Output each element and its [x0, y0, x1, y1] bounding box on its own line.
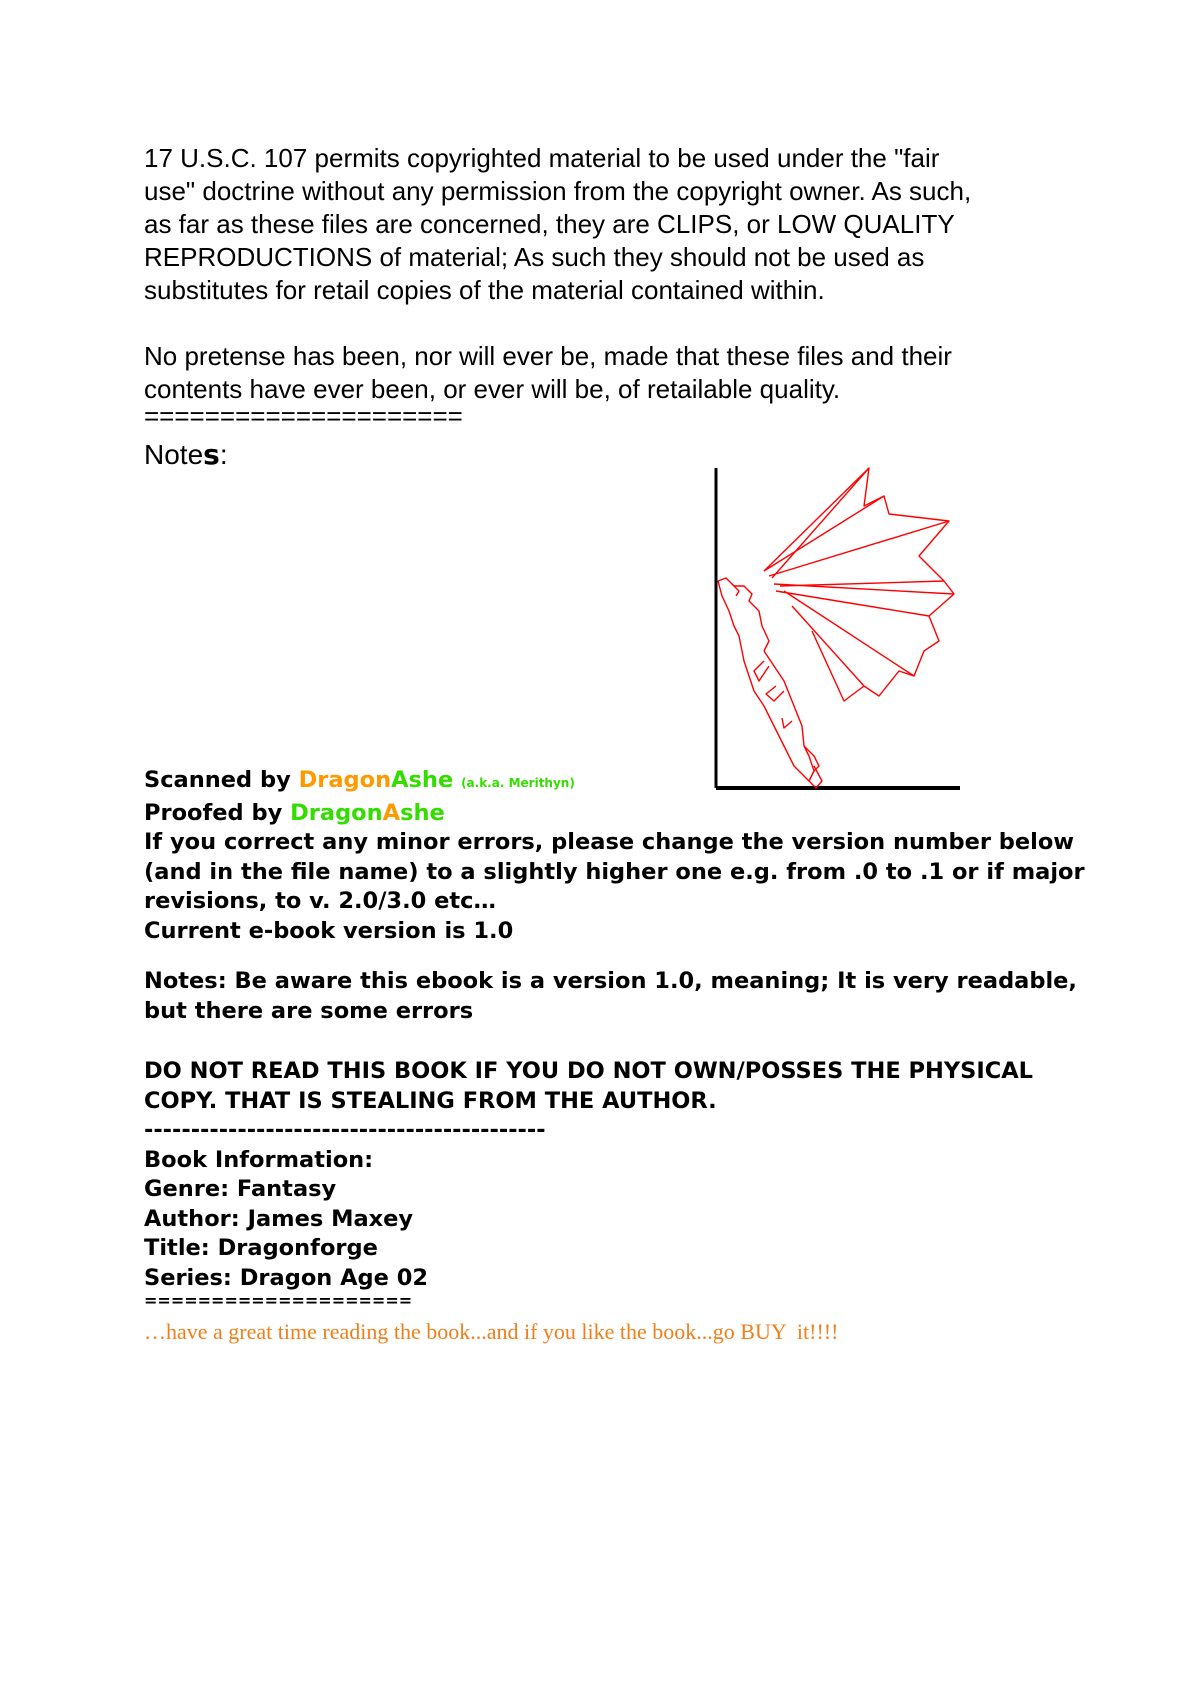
scanned-by-line [144, 766, 1074, 799]
book-info-heading: Book Information: [144, 1146, 374, 1173]
version-notes [144, 967, 1077, 1026]
text-line: contents have ever been, or ever will be, of retailable quality. [144, 374, 841, 404]
book-title: Title: Dragonforge [144, 1235, 378, 1261]
dragon-illustration [714, 466, 964, 796]
text-line: use" doctrine without any permission from the copyright owner. As such, [144, 176, 972, 206]
proofed-label: Proofed by [144, 799, 291, 826]
book-info-block [144, 1116, 1074, 1309]
text-line: as far as these files are concerned, they are CLIPS, or LOW QUALITY [144, 209, 955, 239]
scanned-label: Scanned by [144, 767, 299, 793]
text-line: Notes: Be aware this ebook is a version 1.0, meaning; It is very readable, [144, 968, 1077, 994]
proofer-name-part2: A [382, 799, 401, 826]
dragon-icon [718, 468, 954, 788]
notes-heading-bold: s [203, 438, 220, 471]
text-line: DO NOT READ THIS BOOK IF YOU DO NOT OWN/POSSES THE PHYSICAL [144, 1058, 1033, 1084]
equals-rule: ===================== [144, 401, 463, 431]
text-line: but there are some errors [144, 997, 474, 1024]
proofer-name-part1: Dragon [290, 799, 383, 826]
warning-block [144, 1057, 1074, 1116]
text-line: If you correct any minor errors, please change the version number below [144, 829, 1075, 855]
fair-use-paragraph [144, 142, 1064, 307]
book-series: Series: Dragon Age 02 [144, 1264, 429, 1291]
notes-heading-colon: : [219, 439, 228, 470]
credits-block [144, 766, 1085, 946]
proofed-by-line [144, 799, 1074, 829]
text-line: 17 U.S.C. 107 permits copyrighted material to be used under the "fair [144, 143, 940, 173]
notes-heading [144, 438, 228, 472]
book-author: Author: James Maxey [144, 1205, 414, 1232]
proofer-name-part3: she [400, 799, 445, 826]
text-line: REPRODUCTIONS of material; As such they should not be used as [144, 242, 925, 272]
text-line: substitutes for retail copies of the material contained within. [144, 275, 825, 305]
closing-message: …have a great time reading the book...and if you like the book...go BUY it!!!! [144, 1319, 839, 1344]
scanner-name-part2: Ashe [391, 767, 454, 793]
aka-label: (a.k.a. Merithyn) [461, 776, 575, 790]
text-line: No pretense has been, nor will ever be, made that these files and their [144, 341, 952, 371]
text-line: COPY. THAT IS STEALING FROM THE AUTHOR. [144, 1087, 717, 1114]
dash-rule: ------------------------------------------- [144, 1117, 546, 1143]
notes-heading-text: Note [144, 439, 204, 470]
equals-rule-2: ==================== [144, 1291, 413, 1310]
pretense-paragraph [144, 340, 1064, 406]
book-genre: Genre: Fantasy [144, 1176, 337, 1202]
version-line: Current e-book version is 1.0 [144, 917, 514, 944]
text-line: (and in the file name) to a slightly higher one e.g. from .0 to .1 or if major [144, 858, 1085, 885]
text-line: revisions, to v. 2.0/3.0 etc… [144, 888, 496, 914]
scanner-name-part1: Dragon [298, 767, 392, 793]
